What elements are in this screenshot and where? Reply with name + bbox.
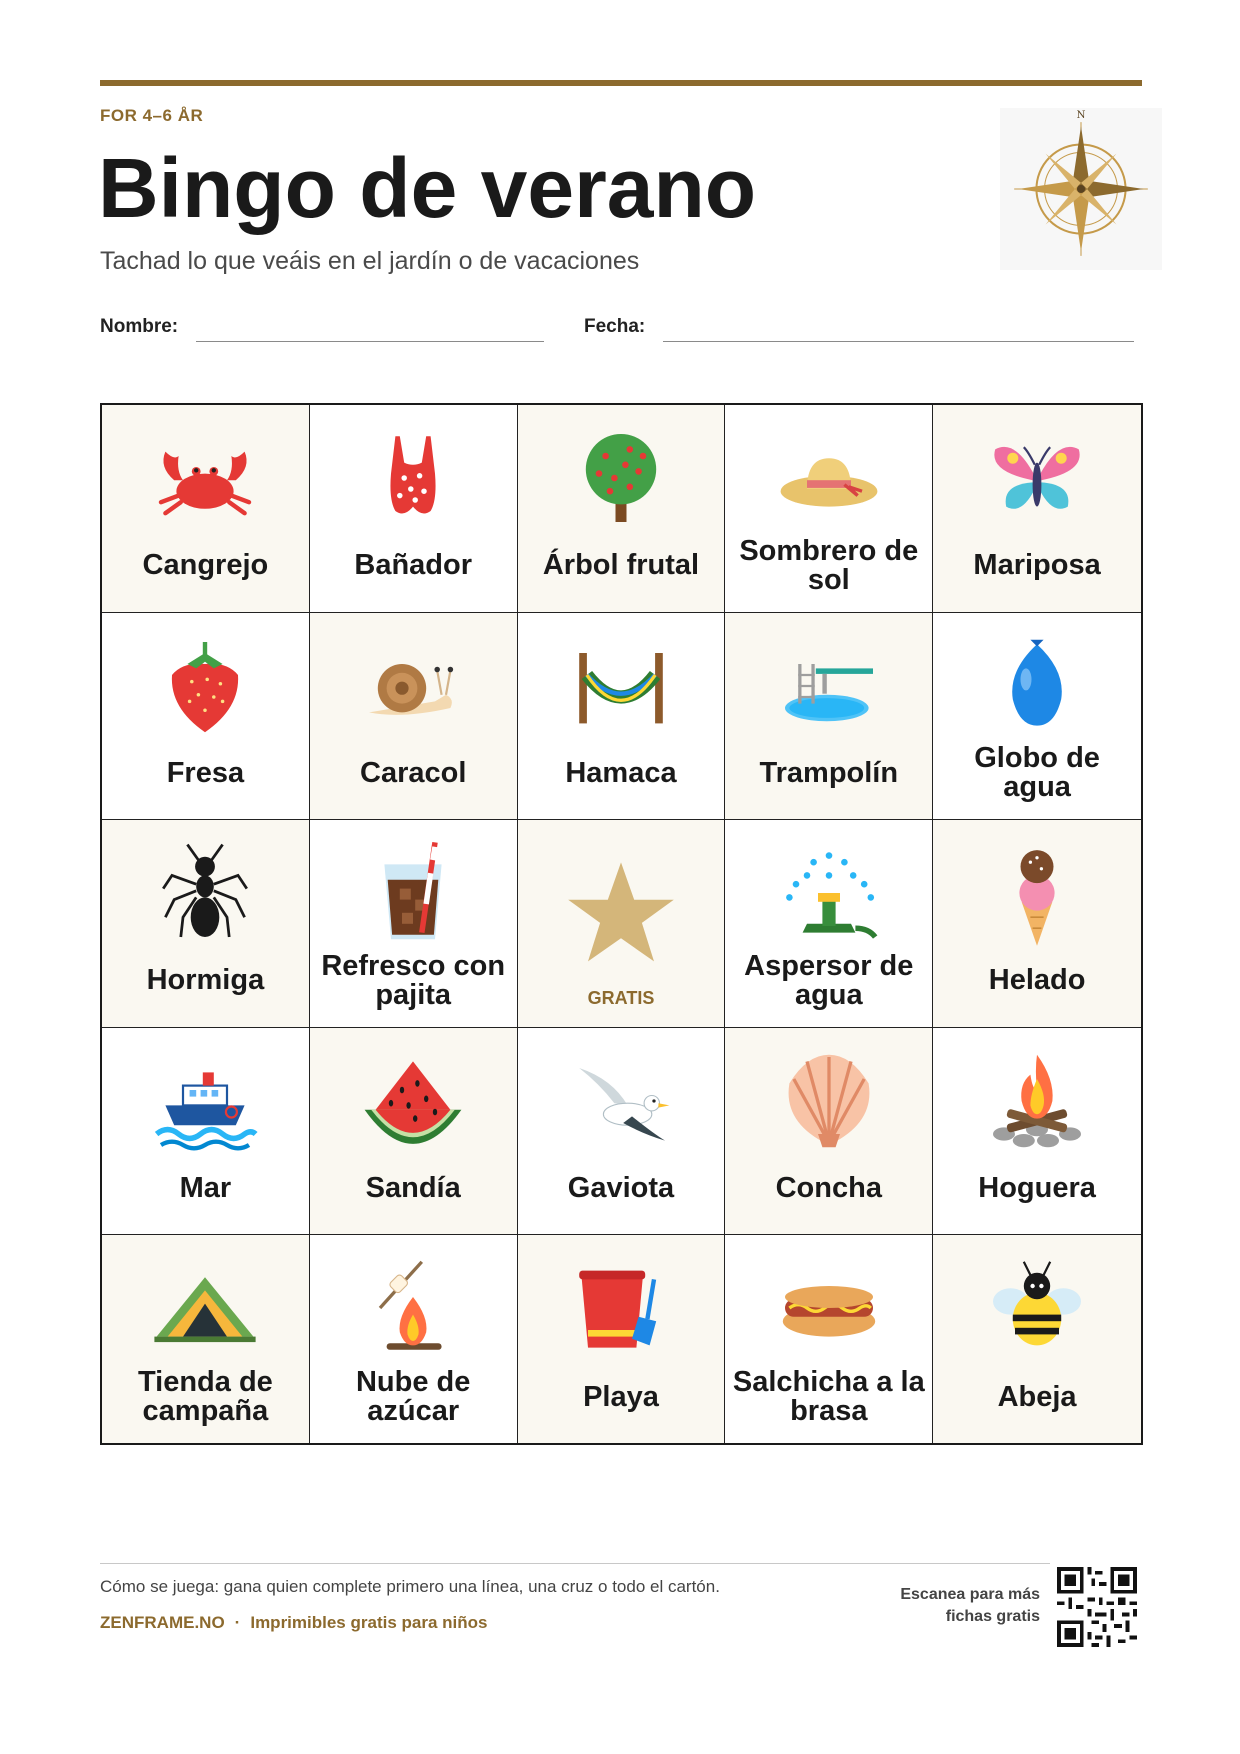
bingo-cell[interactable]: [933, 1028, 1141, 1236]
free-cell[interactable]: [518, 820, 726, 1028]
swimsuit-icon: [358, 423, 468, 533]
bingo-cell[interactable]: [933, 1235, 1141, 1443]
tent-icon: [150, 1253, 260, 1363]
bingo-cell[interactable]: [310, 820, 518, 1028]
cell-label: Sombrero de sol: [739, 534, 919, 596]
cell-label: Helado: [988, 964, 1086, 997]
date-field[interactable]: [663, 341, 1134, 342]
cell-label: Hormiga: [146, 964, 265, 997]
cell-label: Concha: [775, 1171, 882, 1204]
brand-separator: ·: [234, 1613, 241, 1632]
date-label: Fecha:: [584, 316, 646, 337]
name-field[interactable]: [196, 341, 544, 342]
marshmallow-icon: [358, 1253, 468, 1363]
compass-icon: [1000, 108, 1162, 270]
butterfly-icon: [982, 423, 1092, 533]
cell-label: Trampolín: [759, 756, 899, 789]
cell-label: Nube de azúcar: [355, 1366, 471, 1427]
ice-cream-icon: [982, 838, 1092, 948]
cell-label: Abeja: [997, 1380, 1077, 1413]
top-rule: [100, 80, 1142, 86]
diving-board-icon: [774, 631, 884, 741]
bingo-cell[interactable]: [102, 820, 310, 1028]
age-tag: FOR 4–6 ÅR: [100, 106, 204, 125]
svg-text:N: N: [1076, 110, 1086, 122]
page-title: Bingo de verano: [98, 141, 757, 235]
bingo-cell[interactable]: [933, 405, 1141, 613]
soda-straw-icon: [358, 838, 468, 948]
bingo-cell[interactable]: [518, 1028, 726, 1236]
strawberry-icon: [150, 631, 260, 741]
bingo-cell[interactable]: [725, 613, 933, 821]
hotdog-icon: [774, 1253, 884, 1363]
campfire-icon: [982, 1046, 1092, 1156]
bingo-cell[interactable]: [725, 405, 933, 613]
scan-text-2: fichas gratis: [945, 1607, 1040, 1625]
water-balloon-icon: [982, 631, 1092, 741]
bingo-cell[interactable]: [102, 1028, 310, 1236]
bingo-cell[interactable]: [933, 820, 1141, 1028]
brand-line: [100, 1613, 487, 1633]
bingo-cell[interactable]: [310, 405, 518, 613]
bingo-cell[interactable]: [518, 1235, 726, 1443]
seashell-icon: [774, 1046, 884, 1156]
sun-hat-icon: [774, 423, 884, 533]
star-icon: [566, 858, 676, 968]
cell-label: Tienda de campaña: [137, 1366, 273, 1427]
bingo-cell[interactable]: [102, 613, 310, 821]
footer-rule: [100, 1563, 1050, 1564]
bingo-cell[interactable]: [725, 1235, 933, 1443]
scan-text-1: Escanea para más: [900, 1586, 1040, 1603]
bingo-cell[interactable]: [310, 1235, 518, 1443]
cell-label: Aspersor de agua: [744, 949, 914, 1011]
brand-tagline: Imprimibles gratis para niños: [250, 1613, 488, 1632]
bingo-cell[interactable]: [933, 613, 1141, 821]
cell-label: Bañador: [354, 549, 473, 582]
sprinkler-icon: [774, 838, 884, 948]
ant-icon: [150, 838, 260, 948]
qr-code-icon[interactable]: [1057, 1567, 1137, 1647]
hammock-icon: [566, 631, 676, 741]
brand-link[interactable]: ZENFRAME.NO: [100, 1613, 225, 1632]
cell-label: Fresa: [166, 756, 245, 789]
cell-label: Gaviota: [567, 1171, 675, 1204]
watermelon-icon: [358, 1046, 468, 1156]
cell-label: Mar: [179, 1171, 232, 1204]
beach-bucket-icon: [566, 1253, 676, 1363]
bingo-cell[interactable]: [102, 405, 310, 613]
boat-sea-icon: [150, 1046, 260, 1156]
cell-label: Refresco con pajita: [321, 949, 506, 1011]
bingo-cell[interactable]: [518, 613, 726, 821]
cell-label: Hamaca: [565, 756, 677, 789]
bingo-cell[interactable]: [102, 1235, 310, 1443]
bingo-cell[interactable]: [725, 820, 933, 1028]
cell-label: Salchicha a la brasa: [732, 1366, 925, 1427]
free-label: GRATIS: [587, 987, 655, 1008]
crab-icon: [150, 423, 260, 533]
fruit-tree-icon: [566, 423, 676, 533]
cell-label: Sandía: [365, 1171, 461, 1204]
bee-icon: [982, 1253, 1092, 1363]
cell-label: Playa: [583, 1380, 659, 1413]
bingo-board: [100, 403, 1143, 1445]
cell-label: Caracol: [360, 756, 467, 789]
cell-label: Hoguera: [978, 1171, 1096, 1204]
cell-label: Globo de agua: [974, 742, 1100, 804]
page-subtitle: Tachad lo que veáis en el jardín o de vacaciones: [100, 247, 640, 275]
how-to-play: Cómo se juega: gana quien complete primero una línea, una cruz o todo el cartón.: [100, 1577, 720, 1596]
scan-note: [860, 1584, 1040, 1627]
snail-icon: [358, 631, 468, 741]
cell-label: Mariposa: [973, 549, 1101, 582]
bingo-cell[interactable]: [310, 1028, 518, 1236]
cell-label: Árbol frutal: [542, 549, 700, 582]
bingo-cell[interactable]: [310, 613, 518, 821]
seagull-icon: [566, 1046, 676, 1156]
bingo-cell[interactable]: [725, 1028, 933, 1236]
name-label: Nombre:: [100, 316, 179, 337]
bingo-cell[interactable]: [518, 405, 726, 613]
cell-label: Cangrejo: [142, 549, 269, 582]
